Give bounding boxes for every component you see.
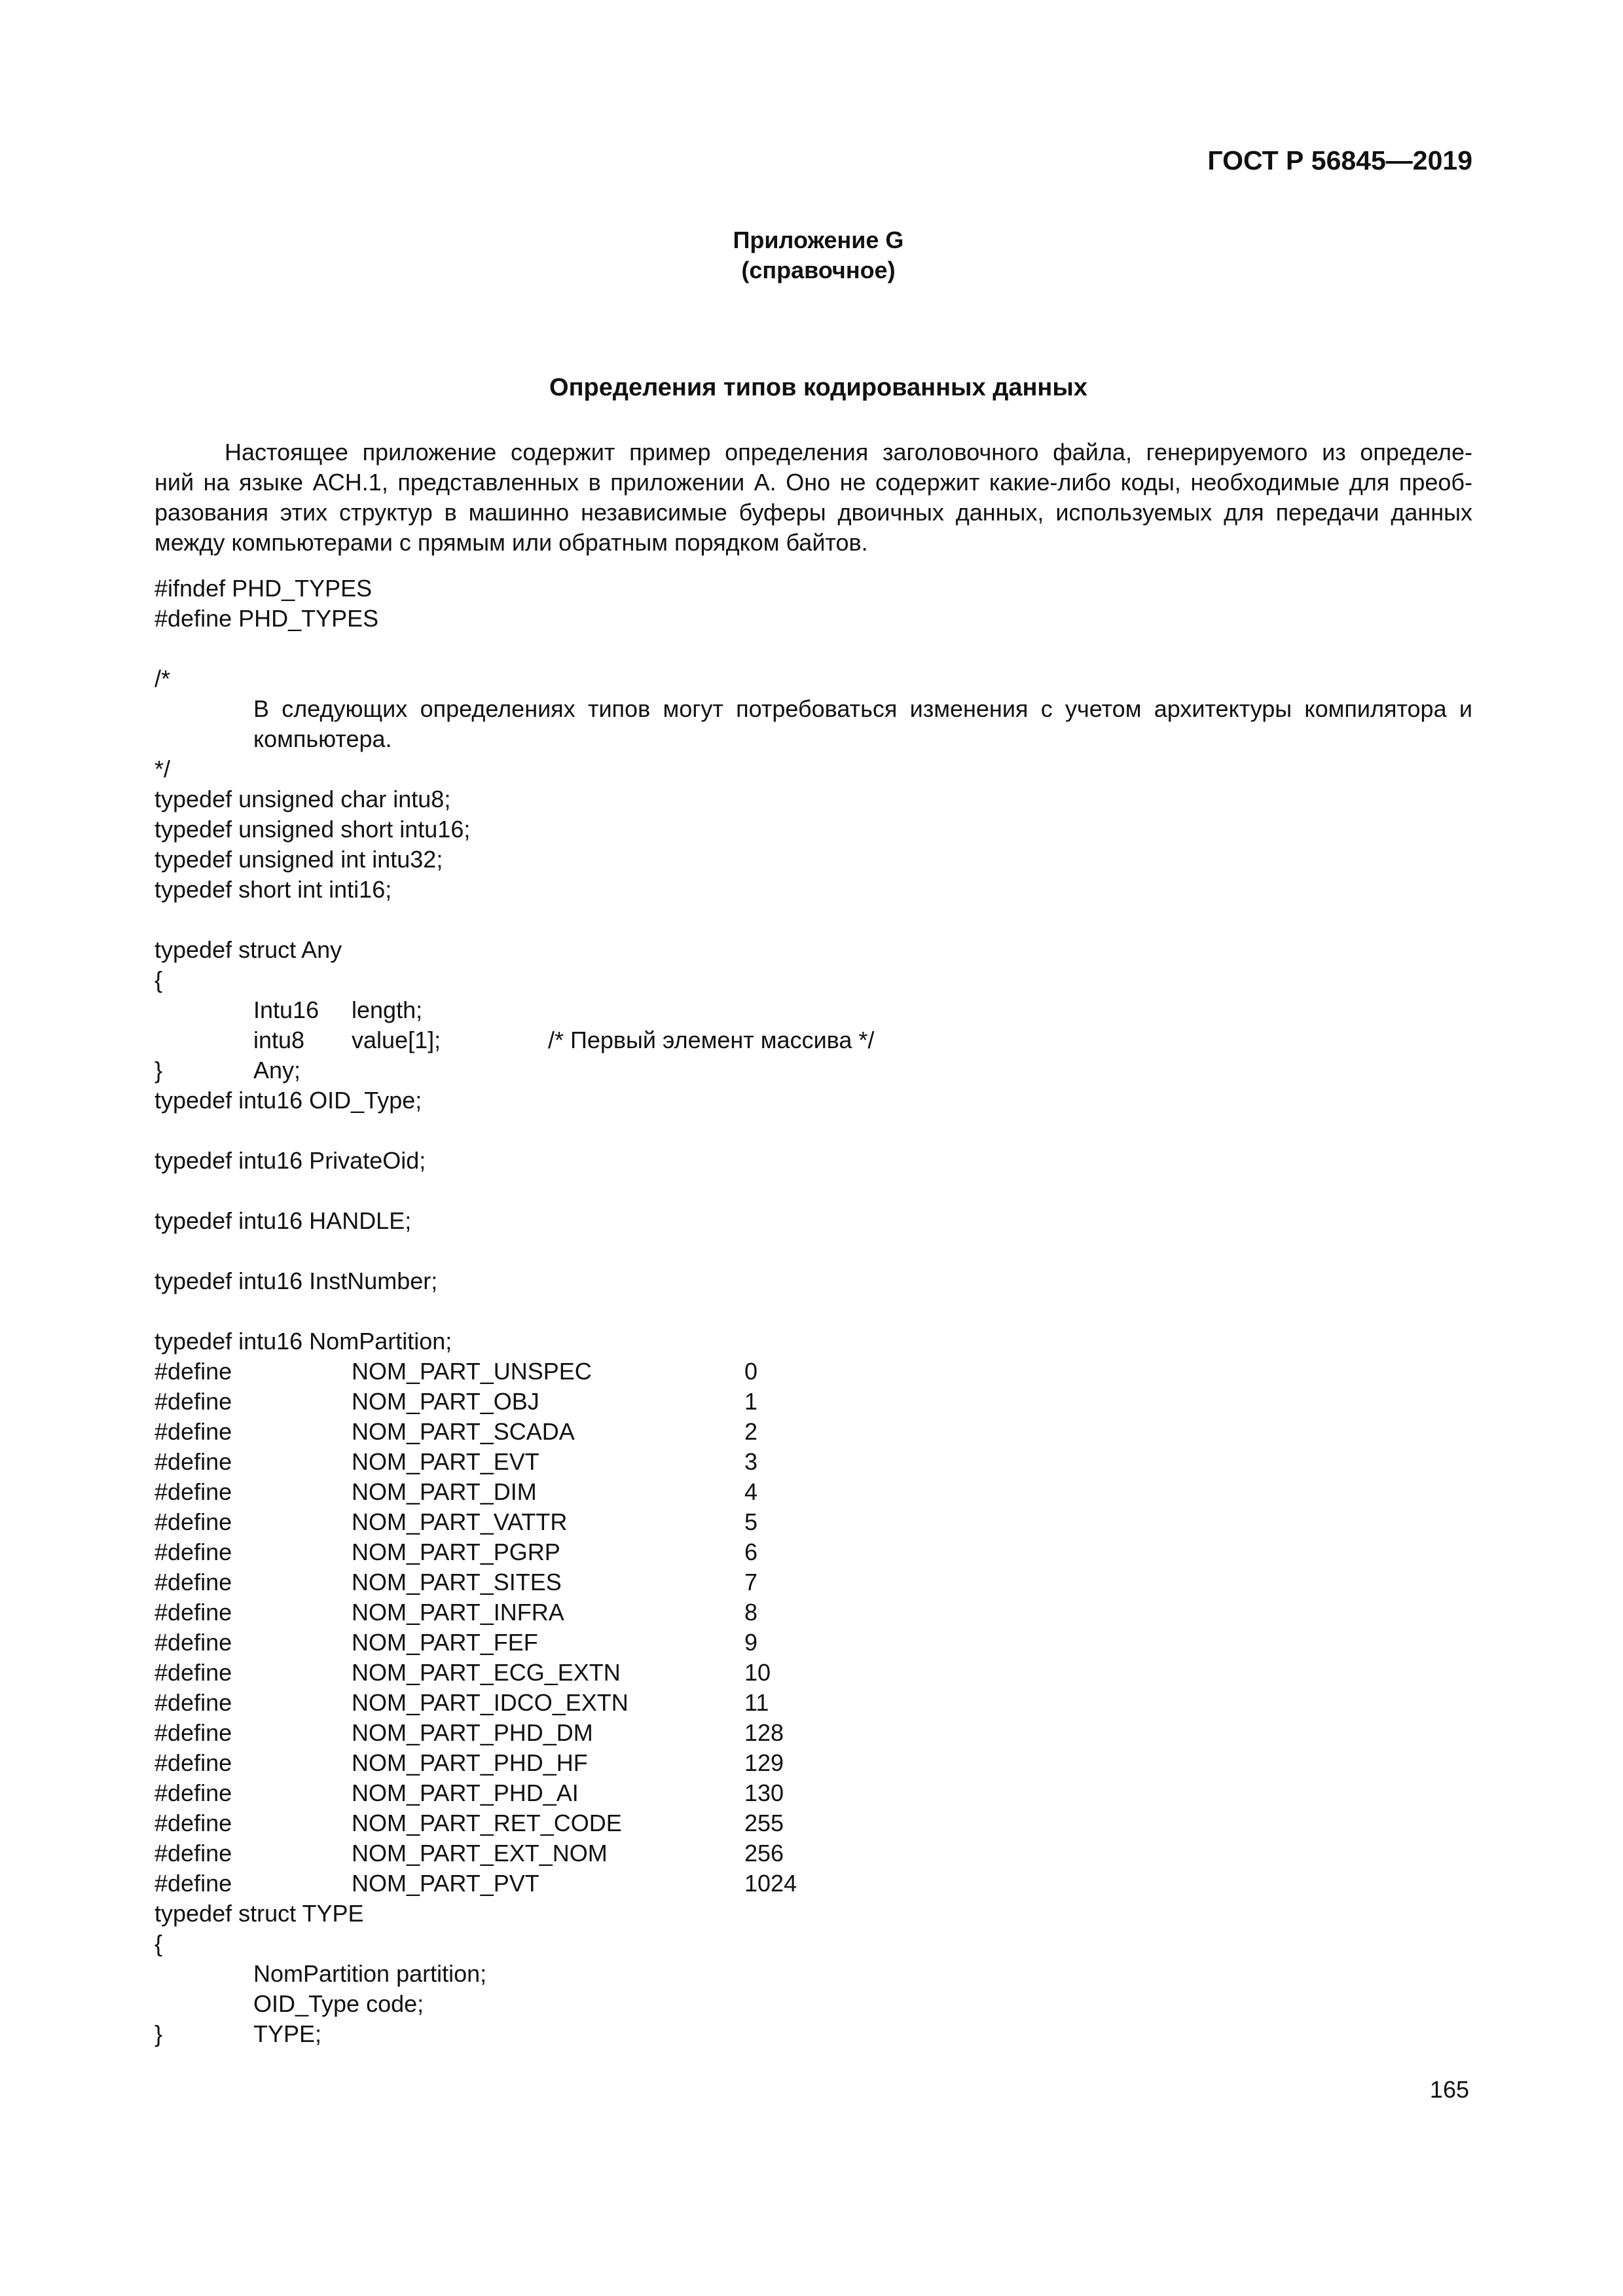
- code-line: typedef unsigned short intu16;: [155, 816, 471, 843]
- define-row: [155, 1387, 1374, 1417]
- comment-open: /*: [155, 665, 171, 692]
- define-value: 10: [744, 1659, 771, 1686]
- define-name: NOM_PART_PVT: [352, 1870, 539, 1897]
- code-line: typedef struct Any: [155, 936, 342, 963]
- define-name: NOM_PART_EVT: [352, 1448, 539, 1475]
- intro-line: разования этих структур в машинно независимые буферы двоичных данных, используемых для передачи данных: [155, 499, 1472, 526]
- intro-line: Настоящее приложение содержит пример определения заголовочного файла, генерируемого из определе-: [225, 439, 1472, 465]
- define-name: NOM_PART_FEF: [352, 1629, 538, 1656]
- code-line: typedef unsigned char intu8;: [155, 786, 451, 812]
- define-value: 5: [744, 1508, 758, 1535]
- define-name: NOM_PART_ECG_EXTN: [352, 1659, 621, 1686]
- intro-line: между компьютерами с прямым или обратным порядком байтов.: [155, 529, 868, 556]
- intro-paragraph: [155, 437, 1472, 558]
- code-line: typedef intu16 PrivateOid;: [155, 1147, 426, 1174]
- define-value: 255: [744, 1810, 784, 1836]
- define-row: [155, 1658, 1374, 1688]
- define-row: [155, 1778, 1374, 1808]
- define-row: [155, 1507, 1374, 1537]
- comment-line: В следующих определениях типов могут потребоваться изменения с учетом архитектуры компилятора и: [253, 695, 1472, 722]
- define-name: NOM_PART_IDCO_EXTN: [352, 1689, 629, 1716]
- define-row: [155, 1748, 1374, 1778]
- comment-close: */: [155, 756, 171, 782]
- define-keyword: #define: [155, 1418, 232, 1445]
- define-keyword: #define: [155, 1358, 232, 1385]
- define-keyword: #define: [155, 1719, 232, 1746]
- define-row: [155, 1718, 1374, 1748]
- define-value: 11: [744, 1689, 769, 1716]
- define-keyword: #define: [155, 1840, 232, 1867]
- define-name: NOM_PART_PHD_DM: [352, 1719, 593, 1746]
- define-row: [155, 1357, 1374, 1387]
- define-row: [155, 1868, 1374, 1899]
- code-comment: [253, 694, 1472, 754]
- define-name: NOM_PART_PGRP: [352, 1539, 560, 1565]
- define-name: NOM_PART_INFRA: [352, 1599, 564, 1626]
- define-keyword: #define: [155, 1749, 232, 1776]
- brace-close: }: [155, 2020, 163, 2047]
- field-comment: /* Первый элемент массива */: [548, 1027, 875, 1053]
- define-value: 4: [744, 1478, 758, 1505]
- code-line: typedef short int inti16;: [155, 876, 392, 903]
- page-number: 165: [1429, 2076, 1469, 2103]
- field-type: intu8: [253, 1027, 305, 1053]
- brace-close: }: [155, 1057, 163, 1084]
- define-value: 2: [744, 1418, 758, 1445]
- define-keyword: #define: [155, 1629, 232, 1656]
- code-line: typedef intu16 OID_Type;: [155, 1087, 422, 1114]
- define-row: [155, 1477, 1374, 1507]
- brace-open: {: [155, 1930, 163, 1957]
- code-listing: [155, 574, 1472, 2049]
- define-keyword: #define: [155, 1478, 232, 1505]
- define-value: 256: [744, 1840, 784, 1867]
- define-value: 0: [744, 1358, 758, 1385]
- brace-open: {: [155, 966, 163, 993]
- define-value: 130: [744, 1779, 784, 1806]
- define-row: [155, 1537, 1374, 1567]
- define-row: [155, 1628, 1374, 1658]
- struct-name: Any;: [253, 1057, 301, 1084]
- define-row: [155, 1597, 1374, 1628]
- define-value: 1024: [744, 1870, 797, 1897]
- code-line: #define PHD_TYPES: [155, 605, 379, 632]
- define-value: 128: [744, 1719, 784, 1746]
- define-keyword: #define: [155, 1689, 232, 1716]
- define-list: [155, 1357, 1374, 1899]
- define-row: [155, 1688, 1374, 1718]
- define-name: NOM_PART_DIM: [352, 1478, 537, 1505]
- appendix-title: Приложение G: [733, 227, 904, 253]
- define-keyword: #define: [155, 1539, 232, 1565]
- appendix-subtitle: (справочное): [741, 257, 896, 283]
- define-row: [155, 1838, 1374, 1868]
- code-line: #ifndef PHD_TYPES: [155, 575, 373, 602]
- define-row: [155, 1567, 1374, 1597]
- code-line: typedef intu16 NomPartition;: [155, 1328, 452, 1355]
- define-name: NOM_PART_EXT_NOM: [352, 1840, 608, 1867]
- intro-line: ний на языке АСН.1, представленных в приложении А. Оно не содержит какие-либо коды, необходимые для преоб-: [155, 469, 1472, 496]
- define-value: 7: [744, 1569, 758, 1595]
- code-line: typedef struct TYPE: [155, 1900, 364, 1927]
- define-keyword: #define: [155, 1508, 232, 1535]
- define-keyword: #define: [155, 1870, 232, 1897]
- code-line: typedef intu16 InstNumber;: [155, 1267, 438, 1294]
- struct-name: TYPE;: [253, 2020, 322, 2047]
- define-value: 129: [744, 1749, 784, 1776]
- define-row: [155, 1417, 1374, 1447]
- define-value: 3: [744, 1448, 758, 1475]
- define-name: NOM_PART_PHD_AI: [352, 1779, 579, 1806]
- define-keyword: #define: [155, 1569, 232, 1595]
- define-row: [155, 1447, 1374, 1477]
- field-line: NomPartition partition;: [253, 1960, 487, 1987]
- field-line: OID_Type code;: [253, 1990, 424, 2017]
- define-name: NOM_PART_VATTR: [352, 1508, 568, 1535]
- section-title: Определения типов кодированных данных: [549, 374, 1087, 401]
- define-keyword: #define: [155, 1448, 232, 1475]
- define-name: NOM_PART_OBJ: [352, 1388, 539, 1415]
- define-name: NOM_PART_SITES: [352, 1569, 562, 1595]
- field-type: Intu16: [253, 996, 319, 1023]
- define-name: NOM_PART_UNSPEC: [352, 1358, 592, 1385]
- define-keyword: #define: [155, 1599, 232, 1626]
- field-name: length;: [352, 996, 423, 1023]
- define-keyword: #define: [155, 1779, 232, 1806]
- define-value: 1: [744, 1388, 758, 1415]
- define-keyword: #define: [155, 1659, 232, 1686]
- appendix-heading: [687, 225, 949, 285]
- define-keyword: #define: [155, 1810, 232, 1836]
- field-name: value[1];: [352, 1027, 441, 1053]
- define-row: [155, 1808, 1374, 1838]
- comment-line: компьютера.: [253, 725, 392, 752]
- define-value: 6: [744, 1539, 758, 1565]
- define-value: 9: [744, 1629, 758, 1656]
- document-code: ГОСТ Р 56845—2019: [1207, 145, 1472, 175]
- define-name: NOM_PART_SCADA: [352, 1418, 575, 1445]
- define-name: NOM_PART_RET_CODE: [352, 1810, 622, 1836]
- define-keyword: #define: [155, 1388, 232, 1415]
- define-name: NOM_PART_PHD_HF: [352, 1749, 588, 1776]
- code-line: typedef unsigned int intu32;: [155, 846, 443, 873]
- code-line: typedef intu16 HANDLE;: [155, 1207, 412, 1234]
- define-value: 8: [744, 1599, 758, 1626]
